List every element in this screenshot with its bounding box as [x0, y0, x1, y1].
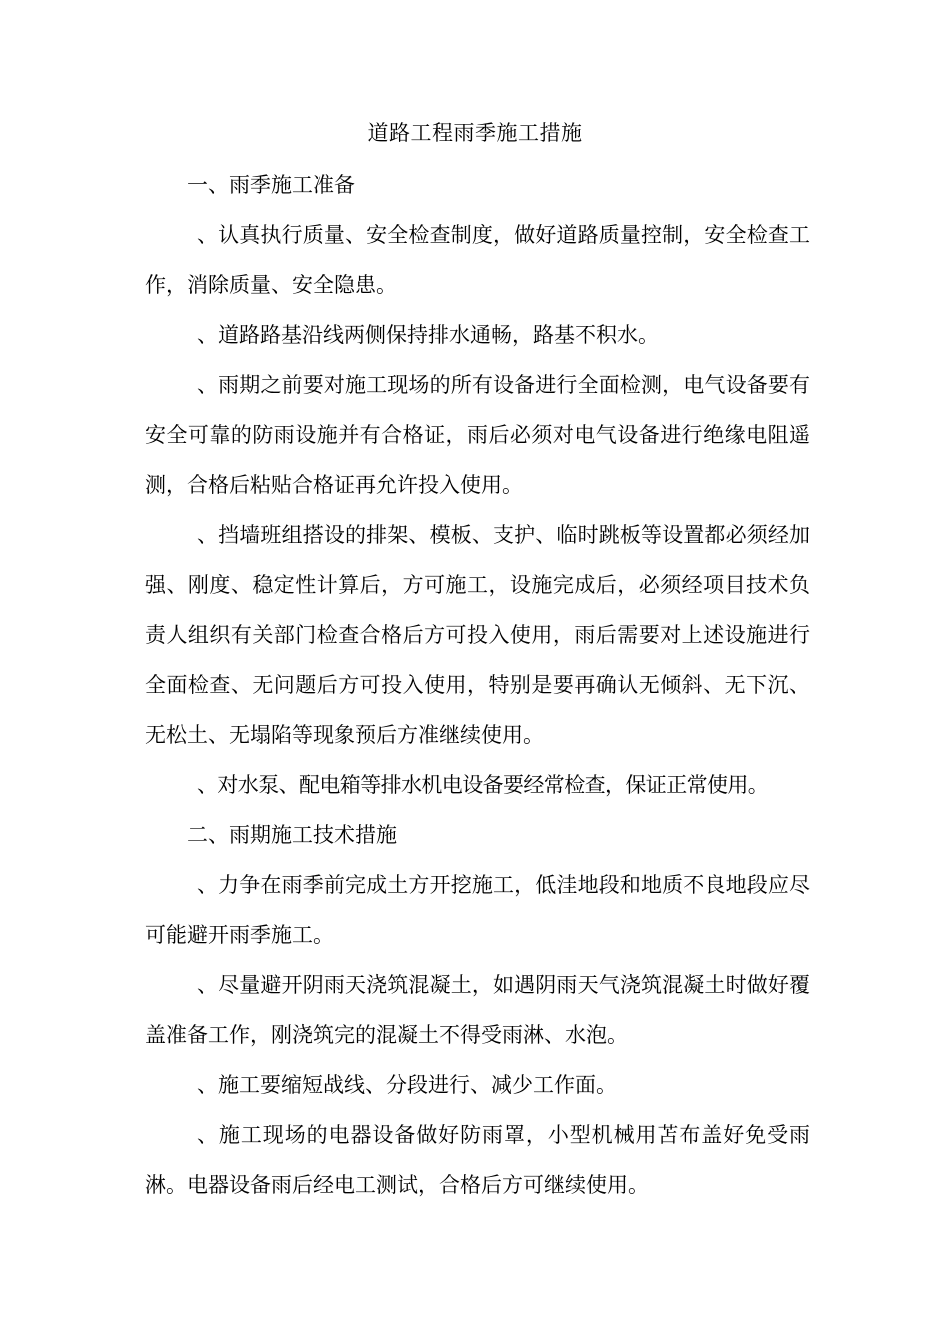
paragraph-1-3: 、雨期之前要对施工现场的所有设备进行全面检测，电气设备要有安全可靠的防雨设施并有合格证，雨后必须对电气设备进行绝缘电阻遥测，合格后粘贴合格证再允许投入使用。 [145, 373, 810, 497]
paragraph-1-4: 、挡墙班组搭设的排架、模板、支护、临时跳板等设置都必须经加强、刚度、稳定性计算后，方可施工，设施完成后，必须经项目技术负责人组织有关部门检查合格后方可投入使用，雨后需要对上述设施进行全面检查、无问题后方可投入使用，特别是要再确认无倾斜、无下沉、无松土、无塌陷等现象预后方准继续使用。 [145, 523, 810, 747]
paragraph-2-2: 、尽量避开阴雨天浇筑混凝土，如遇阴雨天气浇筑混凝土时做好覆盖准备工作，刚浇筑完的混凝土不得受雨淋、水泡。 [145, 973, 810, 1047]
section-heading-2: 二、雨期施工技术措施 [187, 823, 397, 847]
paragraph-1-1: 、认真执行质量、安全检查制度，做好道路质量控制，安全检查工作，消除质量、安全隐患。 [145, 223, 810, 297]
document-body [145, 160, 810, 1210]
paragraph-2-4: 、施工现场的电器设备做好防雨罩，小型机械用苫布盖好免受雨淋。电器设备雨后经电工测试，合格后方可继续使用。 [145, 1123, 810, 1197]
paragraph-1-2: 、道路路基沿线两侧保持排水通畅，路基不积水。 [197, 323, 659, 347]
document-title: 道路工程雨季施工措施 [367, 121, 583, 145]
paragraph-2-3: 、施工要缩短战线、分段进行、减少工作面。 [197, 1073, 617, 1097]
paragraph-2-1: 、力争在雨季前完成土方开挖施工，低洼地段和地质不良地段应尽可能避开雨季施工。 [145, 873, 810, 947]
paragraph-1-5: 、对水泵、配电箱等排水机电设备要经常检查，保证正常使用。 [197, 773, 769, 797]
section-heading-1: 一、雨季施工准备 [187, 173, 355, 197]
